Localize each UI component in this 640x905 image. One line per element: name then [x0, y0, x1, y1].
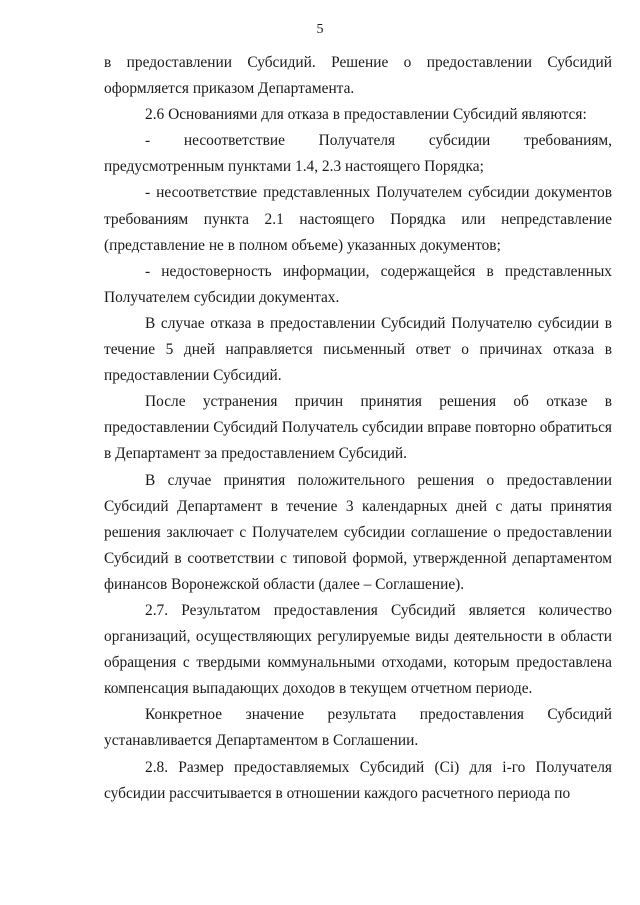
- paragraph-refusal-reason-1: - несоответствие Получателя субсидии требованиям, предусмотренным пунктами 1.4, 2.3 настоящего Порядка;: [104, 132, 612, 176]
- paragraph-refusal-reason-2: - несоответствие представленных Получателем субсидии документов требованиям пункта 2.1 настоящего Порядка или непредставление (представление не в полном объеме) указанных документов;: [104, 184, 612, 254]
- paragraph-2-7-result: 2.7. Результатом предоставления Субсидий является количество организаций, осуществляющих регулируемые виды деятельности в области обращения с твердыми коммунальными отходами, которым предоставлена компенсация выпадающих доходов в текущем отчетном периоде.: [104, 601, 612, 698]
- document-body: [104, 50, 612, 807]
- paragraph-2-6-heading: 2.6 Основаниями для отказа в предоставлении Субсидий являются:: [145, 106, 587, 124]
- page-number: 5: [316, 22, 324, 37]
- paragraph-refusal-reason-3: - недостоверность информации, содержащейся в представленных Получателем субсидии документах.: [104, 262, 612, 306]
- paragraph-reapplication: После устранения причин принятия решения об отказе в предоставлении Субсидий Получатель субсидии вправе повторно обратиться в Департамент за предоставлением Субсидий.: [104, 393, 612, 463]
- paragraph-refusal-notice: В случае отказа в предоставлении Субсидий Получателю субсидии в течение 5 дней направляется письменный ответ о причинах отказа в предоставлении Субсидий.: [104, 314, 612, 385]
- paragraph-2-8-amount: 2.8. Размер предоставляемых Субсидий (Ci) для i-го Получателя субсидии рассчитывается в отношении каждого расчетного периода по: [104, 758, 612, 802]
- paragraph-result-value: Конкретное значение результата предоставления Субсидий устанавливается Департаментом в Соглашении.: [104, 706, 612, 750]
- paragraph-agreement: В случае принятия положительного решения о предоставлении Субсидий Департамент в течение 3 календарных дней с даты принятия решения заключает с Получателем субсидии соглашение о предоставлении Субсидий в соответствии с типовой формой, утвержденной департаментом финансов Воронежской области (далее – Соглашение).: [104, 471, 612, 593]
- paragraph-decision: в предоставлении Субсидий. Решение о предоставлении Субсидий оформляется приказом Департамента.: [104, 54, 612, 98]
